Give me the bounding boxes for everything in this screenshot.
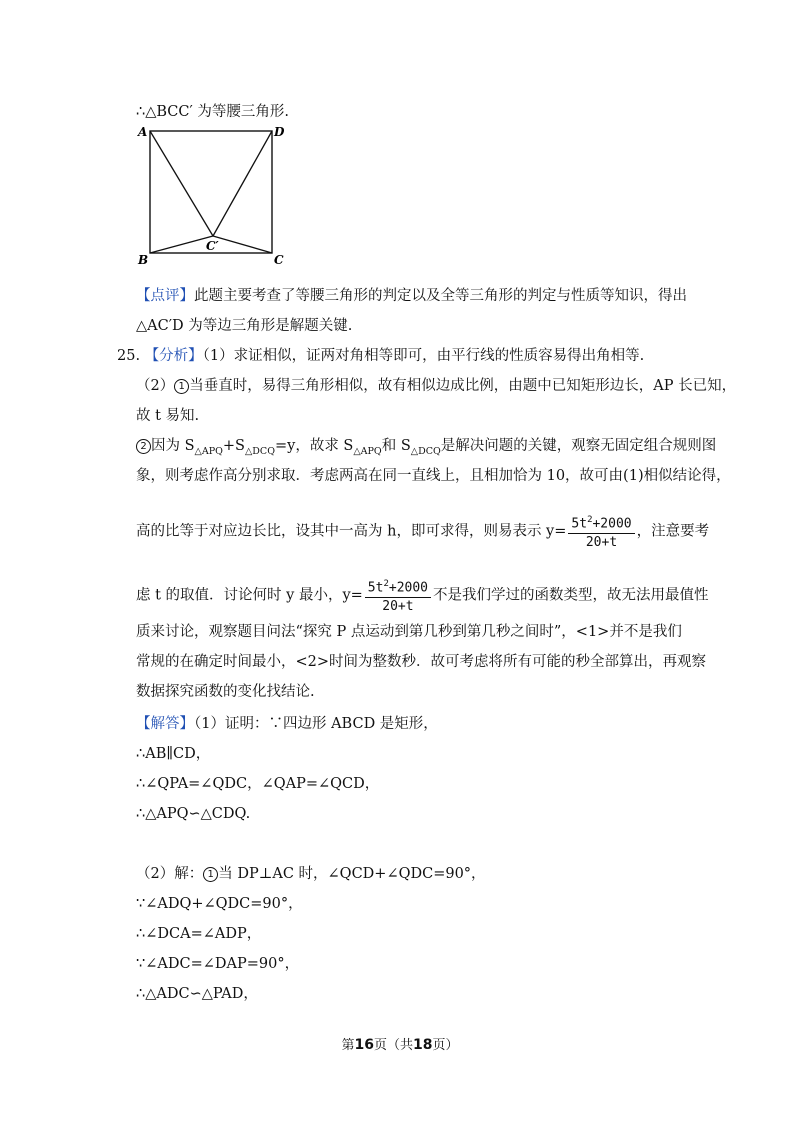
b-text2: +S xyxy=(222,438,245,454)
fraction-y-2 xyxy=(365,576,431,615)
step-adq-qdc: ∵∠ADQ+∠QDC=90°， xyxy=(136,896,303,912)
review-text: 此题主要考查了等腰三角形的判定以及全等三角形的判定与性质等知识，得出 xyxy=(194,288,687,304)
part2-line-1 xyxy=(136,864,486,884)
label-c-prime: C′ xyxy=(206,239,219,253)
analysis-tag: 【分析】 xyxy=(144,348,203,364)
question-25-line xyxy=(117,346,644,366)
step-adc-dap: ∵∠ADC=∠DAP=90°， xyxy=(136,956,300,972)
a2-text: 当垂直时，易得三角形相似，故有相似边成比例，由题中已知矩形边长，AP 长已知， xyxy=(189,378,737,394)
b-text1: 因为 S xyxy=(151,438,195,454)
step-angles-equal: ∴∠QPA=∠QDC，∠QAP=∠QCD， xyxy=(136,776,380,792)
sub-apq: △APQ xyxy=(194,445,223,457)
analysis-text-1: （1）求证相似，证两对角相等即可，由平行线的性质容易得出角相等. xyxy=(202,348,645,364)
frac-num-a: 5t xyxy=(571,516,588,532)
b-line4-pre: 虑 t 的取值．讨论何时 y 最小，y= xyxy=(136,587,363,604)
segment-ac-prime xyxy=(150,131,213,236)
b-line3-pre: 高的比等于对应边长比，设其中一高为 h，即可求得，则易表示 y= xyxy=(136,523,567,540)
footer-page-number: 16 xyxy=(354,1037,374,1053)
page-footer xyxy=(0,1034,800,1053)
analysis-line-4 xyxy=(136,436,716,462)
review-line-1 xyxy=(136,286,687,306)
frac2-num-a: 5t xyxy=(367,580,384,596)
frac2-num-sup: 2 xyxy=(383,579,389,589)
answer-line-1 xyxy=(136,714,438,734)
p2-text: 当 DP⊥AC 时，∠QCD+∠QDC=90°， xyxy=(218,866,486,882)
frac-num-sup: 2 xyxy=(587,515,593,525)
analysis-line-9: 常规的在确定时间最小，<2>时间为整数秒．故可考虑将所有可能的秒全部算出，再观察 xyxy=(136,654,707,670)
analysis-line-5: 象，则考虑作高分别求取．考虑两高在同一直线上，且相加恰为 10，故可由(1)相似结论得， xyxy=(136,468,731,484)
frac-num-b: +2000 xyxy=(592,516,632,532)
step-adc-similar-pad: ∴△ADC∽△PAD， xyxy=(136,986,258,1002)
b-line4-post: 不是我们学过的函数类型，故无法用最值性 xyxy=(433,587,709,604)
label-d: D xyxy=(274,125,285,139)
review-line-2: △AC′D 为等边三角形是解题关键. xyxy=(136,318,353,334)
label-c: C xyxy=(274,253,284,267)
segment-cc-prime xyxy=(213,236,272,253)
label-b: B xyxy=(138,253,149,267)
answer-text: （1）证明：∵四边形 ABCD 是矩形， xyxy=(194,716,438,732)
analysis-line-3: 故 t 易知. xyxy=(136,408,200,424)
analysis-line-7 xyxy=(136,576,709,615)
sub-dcq-2: △DCQ xyxy=(410,445,441,457)
analysis-line-10: 数据探究函数的变化找结论. xyxy=(136,684,315,700)
circled-one-2: 1 xyxy=(203,867,218,882)
step-ab-parallel-cd: ∴AB∥CD， xyxy=(136,746,211,762)
frac2-num-b: +2000 xyxy=(388,580,429,596)
a2-prefix: （2） xyxy=(136,378,175,394)
step-dca-adp: ∴∠DCA=∠ADP， xyxy=(136,926,262,942)
b-text3: =y，故求 S xyxy=(274,438,354,454)
analysis-line-2 xyxy=(136,376,736,396)
footer-pre: 第 xyxy=(341,1038,355,1053)
frac2-den: 20+t xyxy=(382,599,414,615)
circled-one: 1 xyxy=(174,379,189,394)
segment-bc-prime xyxy=(150,236,213,253)
review-tag: 【点评】 xyxy=(136,288,194,304)
conclusion-line: ∴△BCC′ 为等腰三角形. xyxy=(136,104,289,120)
b-text4: 和 S xyxy=(381,438,411,454)
sub-apq-2: △APQ xyxy=(353,445,382,457)
p2-prefix: （2）解： xyxy=(136,866,204,882)
question-number: 25. xyxy=(117,348,141,364)
circled-two: 2 xyxy=(136,439,151,454)
footer-total-pages: 18 xyxy=(413,1037,433,1053)
fraction-y-1 xyxy=(568,512,634,551)
answer-tag: 【解答】 xyxy=(136,716,194,732)
sub-dcq: △DCQ xyxy=(245,445,275,457)
frac-den: 20+t xyxy=(585,535,618,551)
b-line3-post: ，注意要考 xyxy=(636,523,710,540)
analysis-line-6 xyxy=(136,512,709,551)
footer-mid: 页（共 xyxy=(373,1038,413,1053)
step-similar-triangles: ∴△APQ∽△CDQ. xyxy=(136,806,251,822)
analysis-line-8: 质来讨论，观察题目问法“探究 P 点运动到第几秒到第几秒之间时”，<1>并不是我们 xyxy=(136,624,682,640)
b-text5: 是解决问题的关键，观察无固定组合规则图 xyxy=(440,438,717,454)
square-outline xyxy=(150,131,272,253)
segment-dc-prime xyxy=(213,131,272,236)
footer-post: 页） xyxy=(432,1038,459,1053)
square-figure xyxy=(136,122,296,272)
label-a: A xyxy=(138,125,148,139)
